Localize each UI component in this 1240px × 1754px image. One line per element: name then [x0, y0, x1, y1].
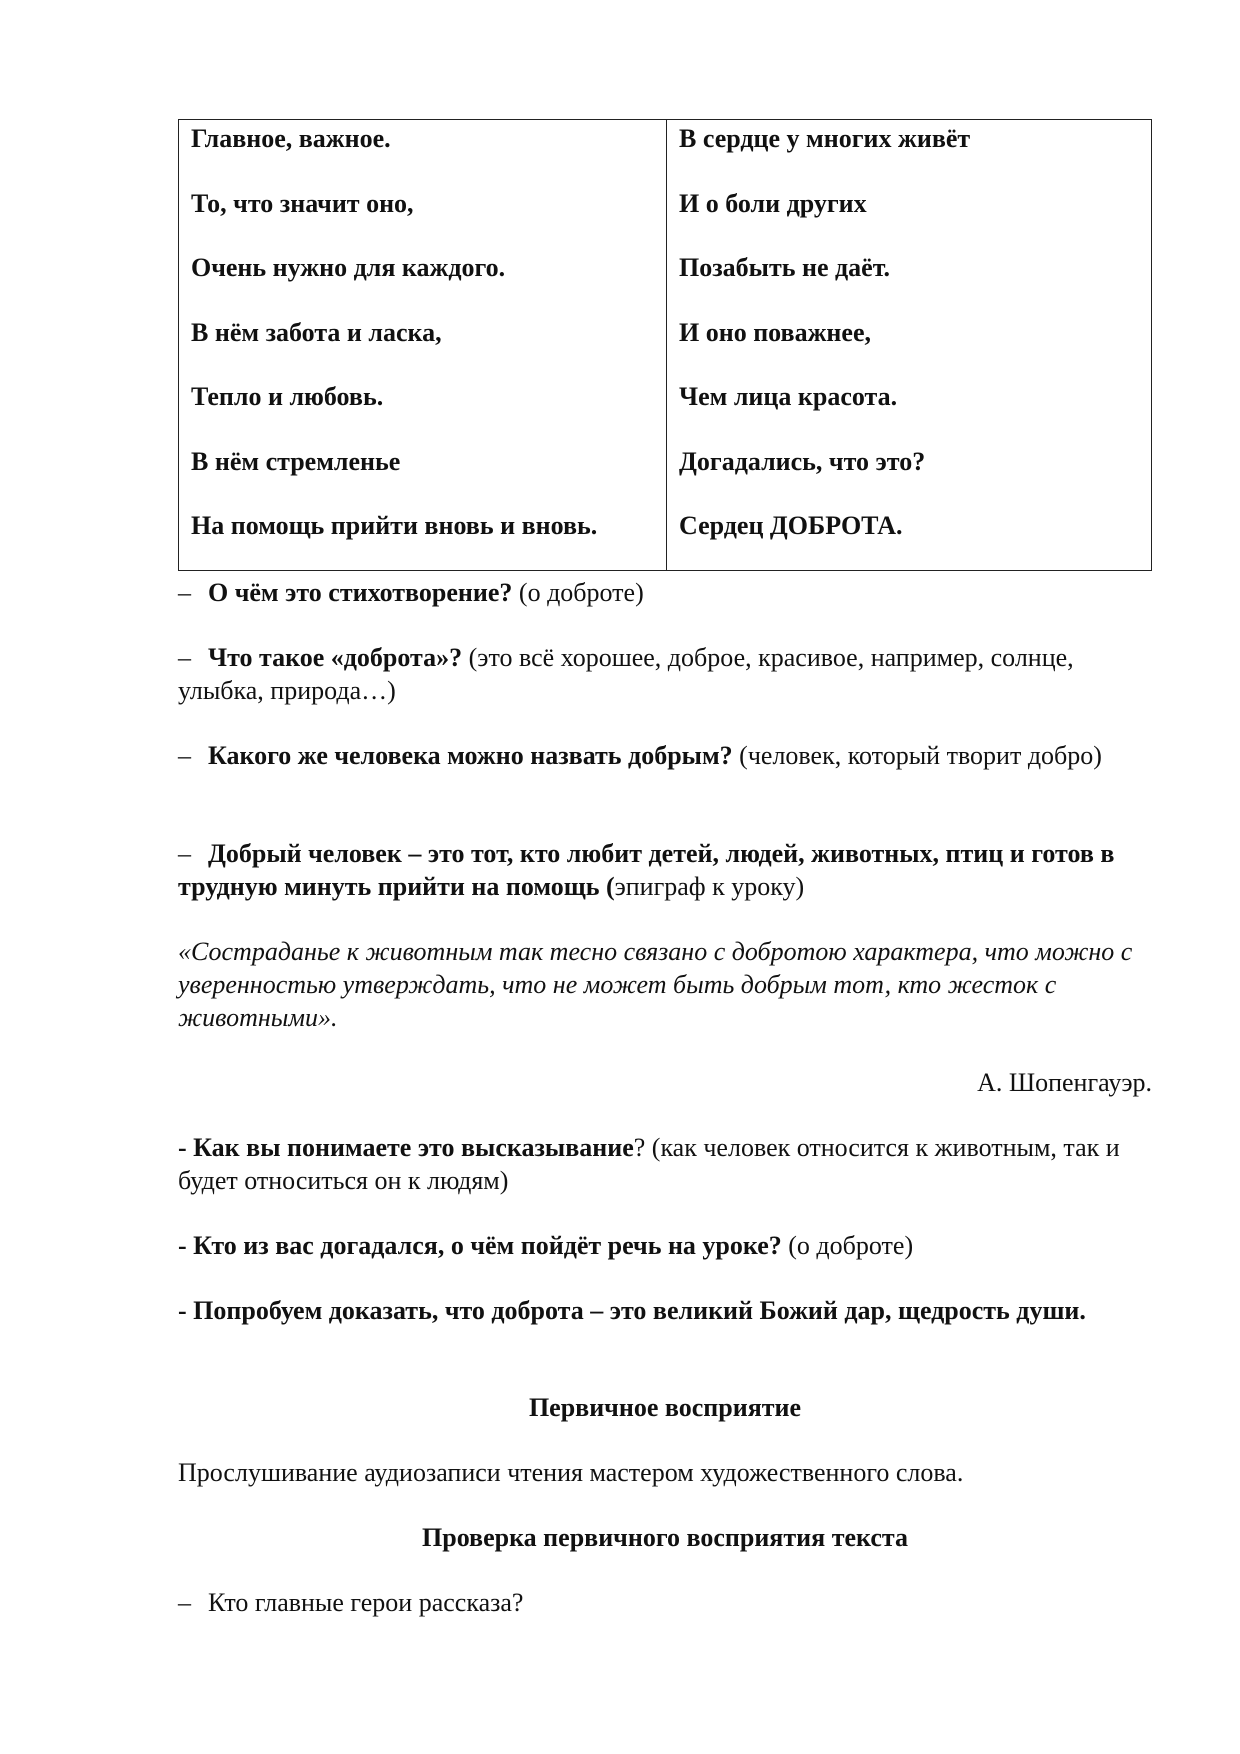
question-main-heroes — [178, 1586, 1152, 1619]
answer-text: (о доброте) — [512, 578, 644, 607]
statement-gift: - Попробуем доказать, что доброта – это великий Божий дар, щедрость души. — [178, 1296, 1086, 1325]
dash: – — [178, 839, 191, 868]
dash: – — [178, 741, 191, 770]
poem-line: И оно поважнее, — [679, 317, 871, 347]
poem-line: Догадались, что это? — [679, 446, 926, 476]
answer-text: (человек, который творит добро) — [732, 741, 1102, 770]
epigraph-author: А. Шопенгауэр. — [977, 1068, 1152, 1097]
question-text: Что такое «доброта»? — [208, 643, 463, 672]
poem-left-column — [179, 120, 667, 570]
poem-right-column — [667, 120, 1151, 570]
answer-text: ? (как человек относится к животным, так и будет относиться он к людям) — [178, 1133, 1120, 1195]
section-heading-check: Проверка первичного восприятия текста — [422, 1523, 908, 1552]
poem-line: Сердец ДОБРОТА. — [679, 511, 903, 540]
epigraph-quote: «Состраданье к животным так тесно связано с добротою характера, что можно с уверенностью утверждать, что не может быть добрым тот, кто жесток с животными». — [178, 937, 1133, 1032]
answer-text: (это всё хорошее, доброе, красивое, например, солнце, улыбка, природа…) — [178, 643, 1074, 705]
poem-line: В сердце у многих живёт — [679, 124, 971, 153]
poem-line: Очень нужно для каждого. — [191, 253, 506, 282]
question-text: Какого же человека можно назвать добрым? — [208, 741, 733, 770]
poem-line: Главное, важное. — [191, 124, 391, 153]
poem-line: В нём забота и ласка, — [191, 317, 442, 347]
poem-line: На помощь прийти вновь и вновь. — [191, 511, 598, 540]
poem-line: В нём стремленье — [191, 446, 401, 476]
question-understanding — [178, 1131, 1152, 1197]
question-text: Кто главные герои рассказа? — [208, 1588, 524, 1617]
statement-kind-person — [178, 837, 1152, 903]
dash: – — [178, 578, 191, 607]
question-kindness-definition — [178, 641, 1152, 707]
question-text: - Кто из вас догадался, о чём пойдёт речь на уроке? — [178, 1231, 782, 1260]
question-text: О чём это стихотворение? — [208, 578, 513, 607]
dash: – — [178, 643, 191, 672]
question-text: - Как вы понимаете это высказывание — [178, 1133, 634, 1162]
poem-line: То, что значит оно, — [191, 188, 414, 218]
question-poem-topic — [178, 576, 1152, 609]
poem-table — [178, 119, 1152, 571]
section-heading-perception: Первичное восприятие — [528, 1393, 802, 1422]
poem-line: Позабыть не даёт. — [679, 253, 891, 282]
section-text-listening: Прослушивание аудиозаписи чтения мастером художественного слова. — [178, 1458, 964, 1487]
poem-line: Чем лица красота. — [679, 382, 898, 411]
question-lesson-topic — [178, 1229, 1152, 1262]
poem-line: Тепло и любовь. — [191, 382, 384, 411]
question-kind-person — [178, 739, 1152, 772]
epigraph-note: эпиграф к уроку) — [614, 872, 805, 901]
dash: – — [178, 1588, 191, 1617]
poem-line: И о боли других — [679, 188, 867, 218]
answer-text: (о доброте) — [781, 1231, 914, 1260]
statement-text: Добрый человек – это тот, кто любит детей, людей, животных, птиц и готов в трудную минуть прийти на помощь ( — [178, 839, 1115, 901]
